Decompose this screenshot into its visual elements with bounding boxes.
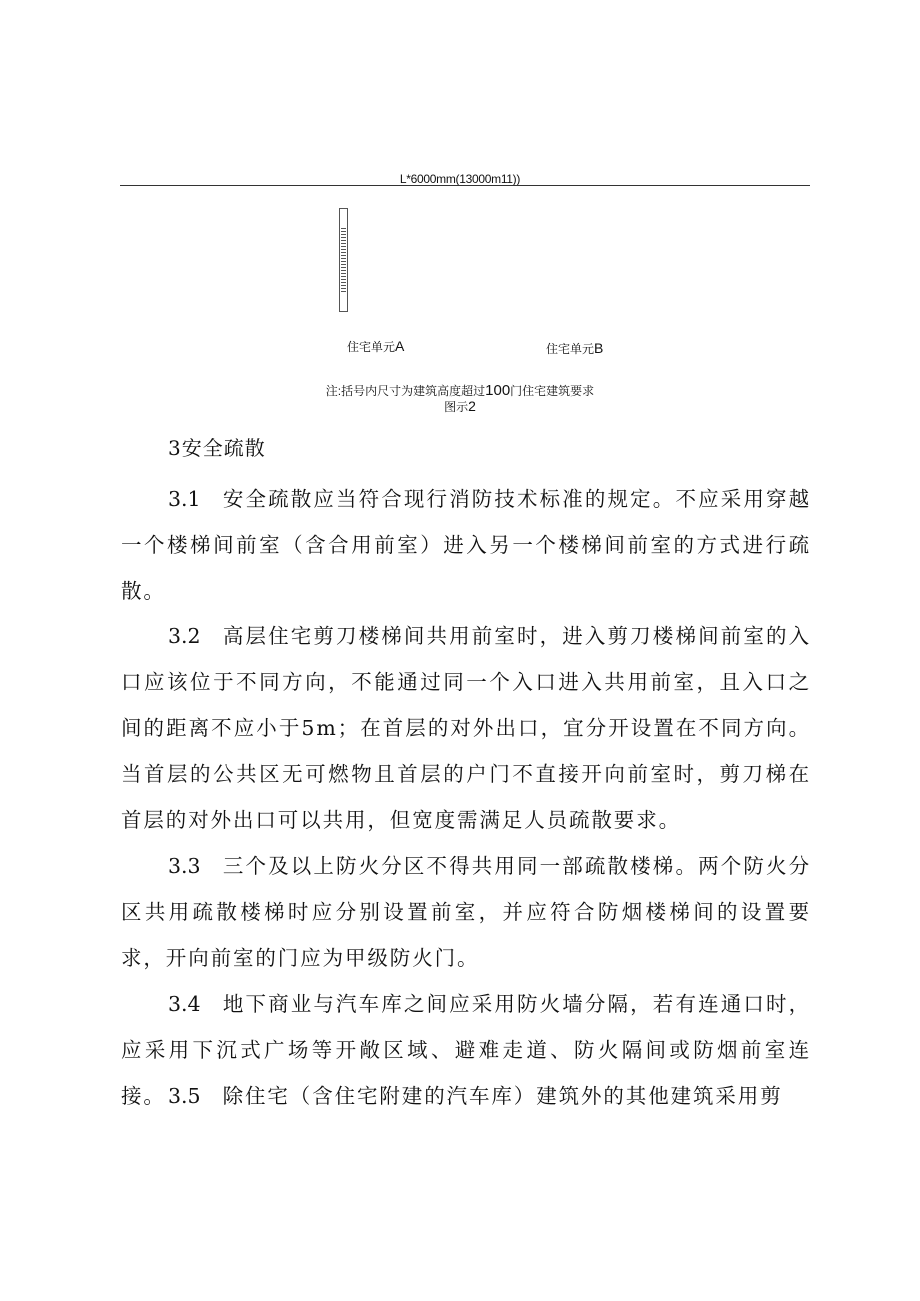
unit-a-letter: A <box>395 338 405 354</box>
unit-b-prefix: 住宅单元 <box>546 342 595 356</box>
unit-a-label <box>347 338 404 355</box>
paragraph-3-5 <box>121 1073 811 1119</box>
figure-caption <box>0 398 920 415</box>
clause-number: 3.5 <box>168 1084 201 1108</box>
figure-note <box>0 382 920 399</box>
clause-text: 高层住宅剪刀楼梯间共用前室时，进入剪刀楼梯间前室的入口应该位于不同方向，不能通过同一个入口进入共用前室，且入口之间的距离不应小于5m；在首层的对外出口，宜分开设置在不同方向。当首层的公共区无可燃物且首层的户门不直接开向前室时，剪刀梯在首层的对外出口可以共用，但宽度需满足人员疏散要求。 <box>121 624 811 832</box>
clause-number: 3.3 <box>168 854 201 878</box>
dimension-label: L*6000mm(13000m11)) <box>399 172 521 186</box>
paragraph-3-2 <box>121 613 811 843</box>
dimension-line <box>120 185 810 186</box>
paragraph-3-1 <box>121 476 811 614</box>
clause-text: 安全疏散应当符合现行消防技术标准的规定。不应采用穿越一个楼梯间前室（含合用前室）进入另一个楼梯间前室的方式进行疏散。 <box>121 487 811 603</box>
clause-number: 3.2 <box>168 624 201 648</box>
unit-b-label <box>546 340 603 357</box>
clause-text: 除住宅（含住宅附建的汽车库）建筑外的其他建筑采用剪 <box>222 1084 783 1108</box>
unit-b-letter: B <box>594 340 604 356</box>
note-number: 100 <box>485 382 511 399</box>
clause-number: 3.4 <box>168 992 201 1016</box>
clause-text: 地下商业与汽车库之间应采用防火墙分隔，若有连通口时，应采用下沉式广场等开敞区域、避难走道、防火隔间或防烟前室连接。 <box>121 992 811 1108</box>
caption-number: 2 <box>468 398 476 414</box>
note-prefix: 注:括号内尺寸为建筑高度超过 <box>325 384 486 398</box>
section-heading: 3安全疏散 <box>168 436 266 460</box>
clause-text: 三个及以上防火分区不得共用同一部疏散楼梯。两个防火分区共用疏散楼梯时应分别设置前室，并应符合防烟楼梯间的设置要求，开向前室的门应为甲级防火门。 <box>121 854 811 970</box>
caption-prefix: 图示 <box>444 400 469 414</box>
note-suffix: 门住宅建筑要求 <box>510 384 595 398</box>
unit-a-prefix: 住宅单元 <box>347 340 396 354</box>
clause-number: 3.1 <box>168 487 201 511</box>
paragraph-3-3 <box>121 843 811 981</box>
stair-hatch <box>341 228 346 294</box>
